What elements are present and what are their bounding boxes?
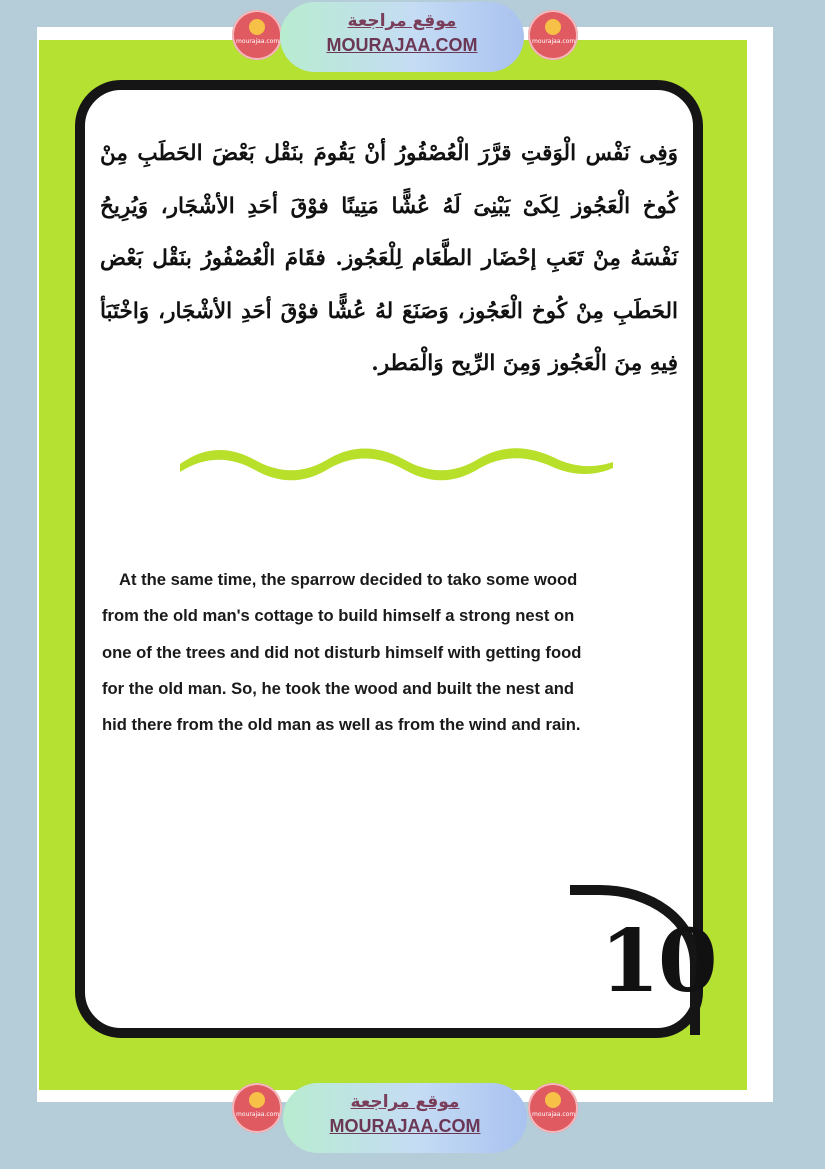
logo-label: mourajaa.com (532, 38, 576, 45)
site-logo-icon (232, 10, 282, 60)
footer-badge-arabic: موقع مراجعة (350, 1092, 460, 1112)
english-line: hid there from the old man as well as from the wind and rain. (102, 715, 581, 735)
english-line: At the same time, the sparrow decided to tako some wood (119, 570, 578, 589)
logo-label: mourajaa.com (532, 1111, 576, 1118)
wave-divider-icon (175, 438, 615, 482)
logo-label: mourajaa.com (236, 38, 280, 45)
footer-site-badge[interactable] (283, 1083, 527, 1153)
header-site-badge[interactable] (280, 2, 524, 72)
arabic-story-text: وَفِى نَفْس الْوَقتِ قرَّرَ الْعُصْفُورُ أنْ يَقُومَ بنَقْل بَعْضَ الحَطَبِ مِنْ كُوخ الْعَجُوز لِكَىْ يَبْنِىَ لَهُ عُشًّا مَتِينًا فوْقَ أحَدِ الأشْجَار، وَيُرِيحُ نَفْسَهُ مِنْ تَعَبِ إحْضَار الطَّعَام لِلْعَجُوز. فقَامَ الْعُصْفُورُ بنَقْل بَعْض الحَطَبِ مِنْ كُوخ الْعَجُوز، وَصَنَعَ لهُ عُشًّا فوْقَ أحَدِ الأشْجَار، وَاخْتَبَأ فِيهِ مِنَ الْعَجُوز وَمِنَ الرِّيح وَالْمَطر. (100, 141, 678, 376)
page-number: 10 (600, 911, 716, 1012)
english-story-text (102, 562, 662, 743)
english-line: one of the trees and did not disturb himself with getting food (102, 642, 582, 662)
site-logo-icon (528, 10, 578, 60)
english-line: for the old man. So, he took the wood and built the nest and (102, 678, 574, 698)
site-logo-icon (232, 1083, 282, 1133)
footer-badge-english[interactable]: MOURAJAA.COM (329, 1116, 481, 1136)
logo-label: mourajaa.com (236, 1111, 280, 1118)
header-badge-arabic: موقع مراجعة (347, 11, 457, 31)
english-line: from the old man's cottage to build himself a strong nest on (102, 606, 575, 626)
header-badge-english[interactable]: MOURAJAA.COM (326, 35, 478, 55)
site-logo-icon (528, 1083, 578, 1133)
